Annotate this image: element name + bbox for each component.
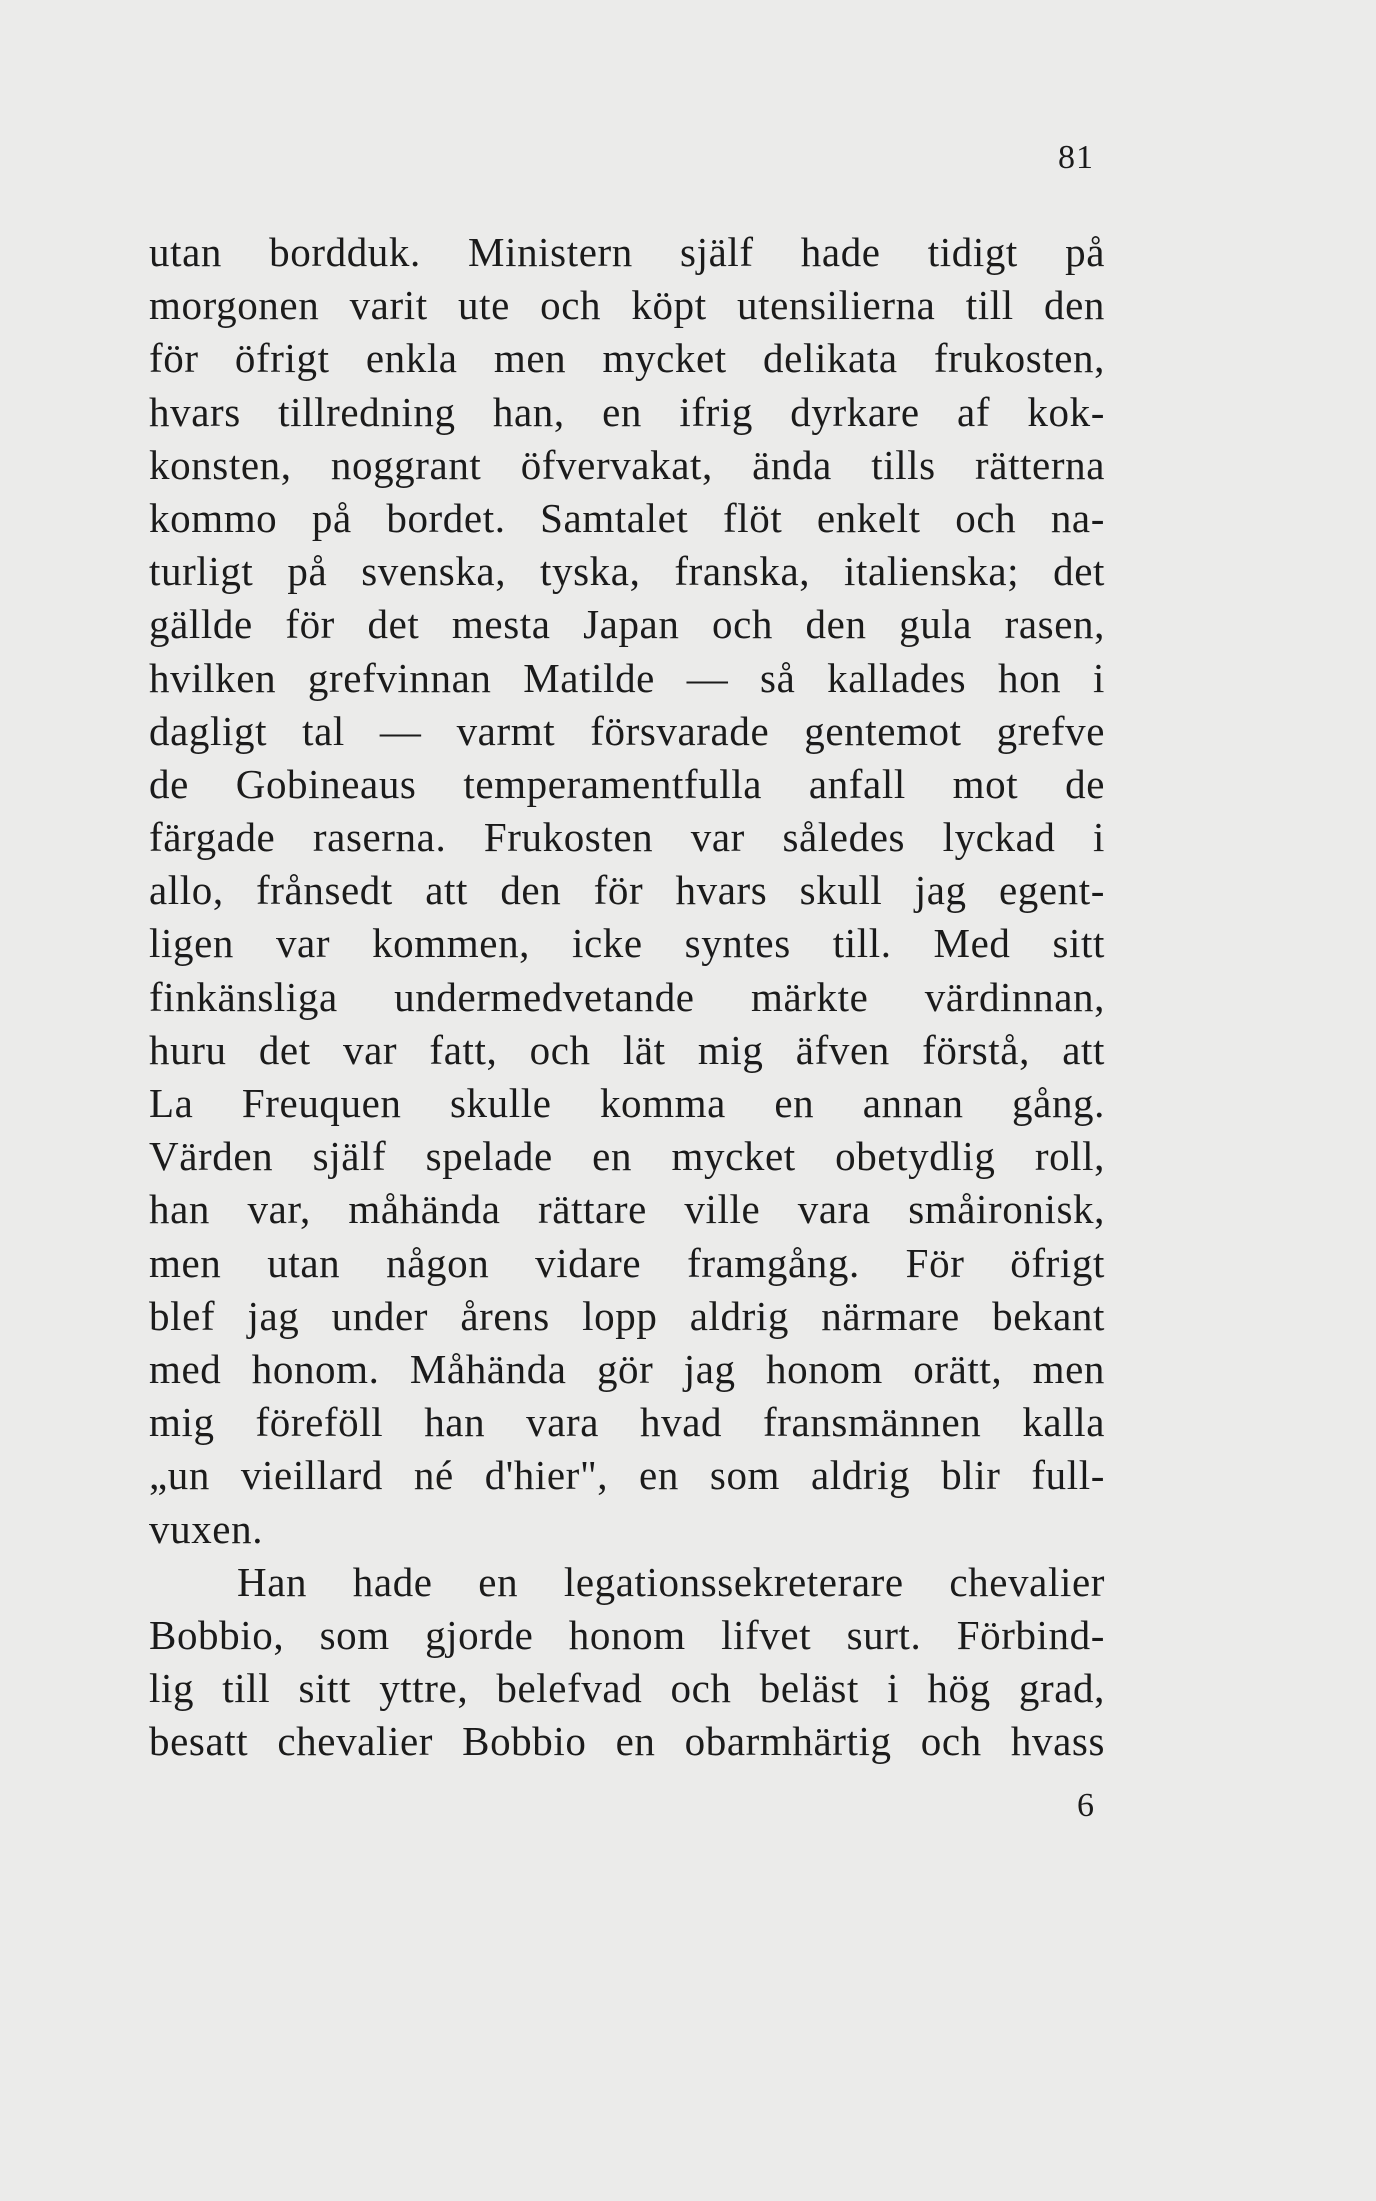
text-line: med honom. Måhända gör jag honom orätt, men <box>149 1345 1105 1392</box>
text-line: lig till sitt yttre, belefvad och beläst i hög grad, <box>149 1665 1105 1712</box>
text-line: konsten, noggrant öfvervakat, ända tills rätterna <box>149 441 1105 488</box>
text-line-paragraph-end: vuxen. <box>149 1505 264 1552</box>
text-line: allo, frånsedt att den för hvars skull jag egent- <box>149 867 1105 914</box>
text-line: de Gobineaus temperamentfulla anfall mot de <box>149 760 1105 807</box>
text-line: gällde för det mesta Japan och den gula rasen, <box>149 601 1105 648</box>
text-line: Bobbio, som gjorde honom lifvet surt. Förbind- <box>149 1611 1105 1658</box>
page-number: 81 <box>1058 139 1094 176</box>
text-line: ligen var kommen, icke syntes till. Med sitt <box>149 920 1105 967</box>
text-line: La Freuquen skulle komma en annan gång. <box>149 1080 1105 1126</box>
text-line: „un vieillard né d'hier", en som aldrig blir full- <box>149 1452 1105 1499</box>
body-text <box>149 226 1105 1768</box>
text-line: dagligt tal — varmt försvarade gentemot grefve <box>149 707 1105 754</box>
text-line: för öfrigt enkla men mycket delikata frukosten, <box>149 335 1105 382</box>
text-line: kommo på bordet. Samtalet flöt enkelt och na- <box>149 494 1105 541</box>
text-line: färgade raserna. Frukosten var således lyckad i <box>149 814 1105 861</box>
text-line: hvars tillredning han, en ifrig dyrkare af kok- <box>149 388 1105 435</box>
text-line: mig föreföll han vara hvad fransmännen kalla <box>149 1399 1105 1446</box>
text-line: finkänsliga undermedvetande märkte värdinnan, <box>149 973 1105 1020</box>
signature-mark: 6 <box>1077 1787 1094 1824</box>
text-line: Värden själf spelade en mycket obetydlig roll, <box>149 1133 1105 1180</box>
text-line: utan bordduk. Ministern själf hade tidigt på <box>149 229 1105 275</box>
text-line: men utan någon vidare framgång. För öfrigt <box>149 1239 1105 1286</box>
text-line: hvilken grefvinnan Matilde — så kallades hon i <box>149 654 1105 701</box>
text-line: han var, måhända rättare ville vara småironisk, <box>149 1186 1105 1233</box>
text-line: morgonen varit ute och köpt utensilierna till den <box>149 282 1105 329</box>
text-line-paragraph-start: Han hade en legationssekreterare chevalier <box>237 1558 1105 1605</box>
text-line: besatt chevalier Bobbio en obarmhärtig och hvass <box>149 1718 1105 1765</box>
text-line: turligt på svenska, tyska, franska, italienska; det <box>149 548 1105 595</box>
text-line: blef jag under årens lopp aldrig närmare bekant <box>149 1292 1105 1339</box>
text-line: huru det var fatt, och lät mig äfven förstå, att <box>149 1026 1105 1073</box>
